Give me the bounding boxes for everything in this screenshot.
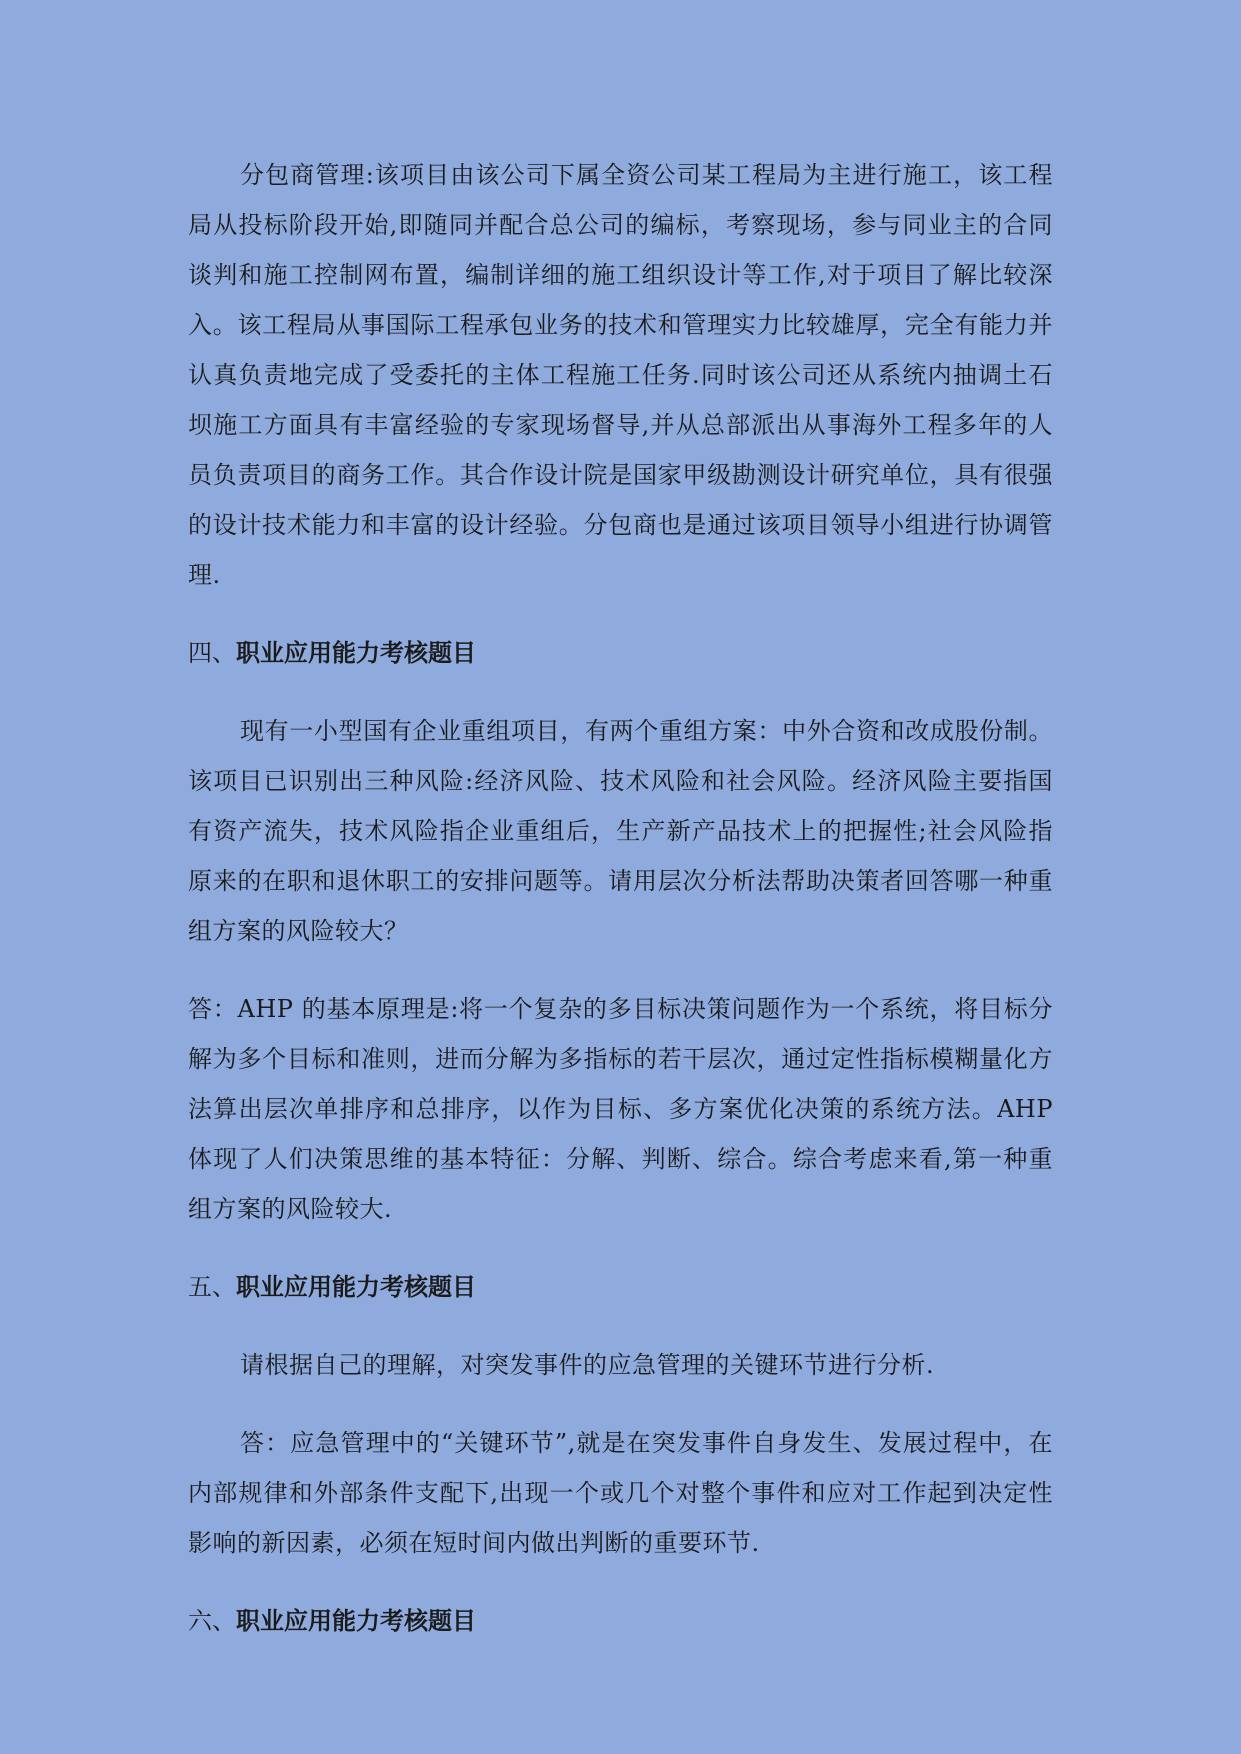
spacer (188, 678, 1053, 706)
document-page (188, 150, 1053, 1646)
section-heading-5 (188, 1262, 1053, 1312)
section-title: 职业应用能力考核题目 (236, 638, 476, 667)
spacer (188, 1312, 1053, 1340)
section-number: 六、 (188, 1607, 236, 1635)
question-paragraph: 请根据自己的理解，对突发事件的应急管理的关键环节进行分析. (240, 1351, 935, 1379)
spacer (188, 600, 1053, 628)
answer-paragraph: 答：应急管理中的“关键环节”,就是在突发事件自身发生、发展过程中，在内部规律和外部条件支配下,出现一个或几个对整个事件和应对工作起到决定性影响的新因素，必须在短时间内做出判断的重要环节. (188, 1429, 1053, 1557)
section-number: 四、 (188, 639, 236, 667)
spacer (188, 956, 1053, 984)
spacer (188, 1234, 1053, 1262)
section-title: 职业应用能力考核题目 (236, 1272, 476, 1301)
spacer (188, 1390, 1053, 1418)
subcontractor-paragraph: 分包商管理:该项目由该公司下属全资公司某工程局为主进行施工，该工程局从投标阶段开始,即随同并配合总公司的编标，考察现场，参与同业主的合同谈判和施工控制网布置，编制详细的施工组织设计等工作,对于项目了解比较深入。该工程局从事国际工程承包业务的技术和管理实力比较雄厚，完全有能力并认真负责地完成了受委托的主体工程施工任务.同时该公司还从系统内抽调土石坝施工方面具有丰富经验的专家现场督导,并从总部派出从事海外工程多年的人员负责项目的商务工作。其合作设计院是国家甲级勘测设计研究单位，具有很强的设计技术能力和丰富的设计经验。分包商也是通过该项目领导小组进行协调管理. (188, 161, 1053, 589)
spacer (188, 1568, 1053, 1596)
section-title: 职业应用能力考核题目 (236, 1606, 476, 1635)
section-number: 五、 (188, 1273, 236, 1301)
question-paragraph: 现有一小型国有企业重组项目，有两个重组方案：中外合资和改成股份制。该项目已识别出三种风险:经济风险、技术风险和社会风险。经济风险主要指国有资产流失，技术风险指企业重组后，生产新产品技术上的把握性;社会风险指原来的在职和退休职工的安排问题等。请用层次分析法帮助决策者回答哪一种重组方案的风险较大？ (188, 717, 1053, 945)
section-heading-6 (188, 1596, 1053, 1646)
answer-paragraph: 答：AHP 的基本原理是:将一个复杂的多目标决策问题作为一个系统，将目标分解为多个目标和准则，进而分解为多指标的若干层次，通过定性指标模糊量化方法算出层次单排序和总排序，以作为目标、多方案优化决策的系统方法。AHP 体现了人们决策思维的基本特征：分解、判断、综合。综合考虑来看,第一种重组方案的风险较大. (188, 995, 1053, 1223)
section-heading-4 (188, 628, 1053, 678)
